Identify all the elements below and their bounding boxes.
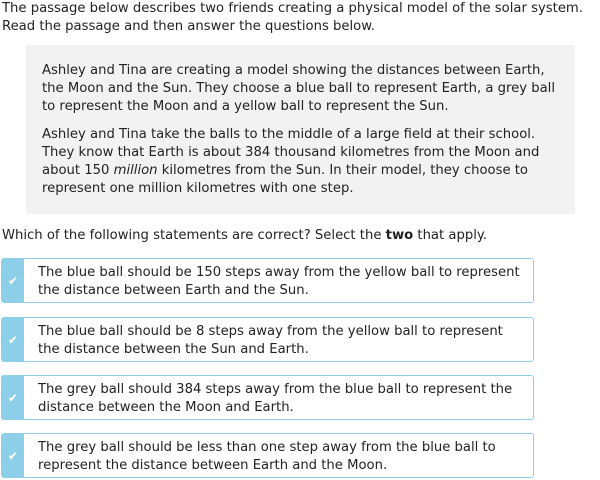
- passage-paragraph-1: Ashley and Tina are creating a model showing the distances between Earth, the Moon and the Sun. They choose a blue ball to represent Earth, a grey ball to represent the Moon and a yellow ball to represent the Sun.: [42, 63, 556, 114]
- answer-option-4[interactable]: [1, 433, 534, 478]
- emphasis-million: million: [113, 163, 158, 178]
- answer-option-label: The grey ball should 384 steps away from the blue ball to represent the distance between the Moon and Earth.: [38, 382, 513, 415]
- passage-paragraph-2: Ashley and Tina take the balls to the middle of a large field at their school. They know that Earth is about 384 thousand kilometres from the Moon and about 150 million kilometres from the Sun. In their model, they choose to represent one million kilometres with one step.: [42, 127, 540, 196]
- answer-option-label: The blue ball should be 150 steps away from the yellow ball to represent the distance between Earth and the Sun.: [38, 265, 520, 298]
- checkmark-icon: ✔: [2, 259, 24, 302]
- checkmark-icon: ✔: [2, 318, 24, 361]
- checkmark-icon: ✔: [2, 434, 24, 477]
- answer-option-label: The grey ball should be less than one step away from the blue ball to represent the distance between Earth and the Moon.: [38, 440, 496, 473]
- question-prompt: Which of the following statements are correct? Select the two that apply.: [2, 228, 487, 243]
- instructions-text: The passage below describes two friends creating a physical model of the solar system. Read the passage and then answer the questions below.: [2, 1, 583, 34]
- answer-option-3[interactable]: [1, 375, 534, 420]
- answer-option-label: The blue ball should be 8 steps away from the yellow ball to represent the distance between the Sun and Earth.: [38, 324, 503, 357]
- answer-option-2[interactable]: [1, 317, 534, 362]
- passage-box: [26, 45, 575, 214]
- answer-option-1[interactable]: [1, 258, 534, 303]
- checkmark-icon: ✔: [2, 376, 24, 419]
- question-emphasis: two: [385, 228, 414, 243]
